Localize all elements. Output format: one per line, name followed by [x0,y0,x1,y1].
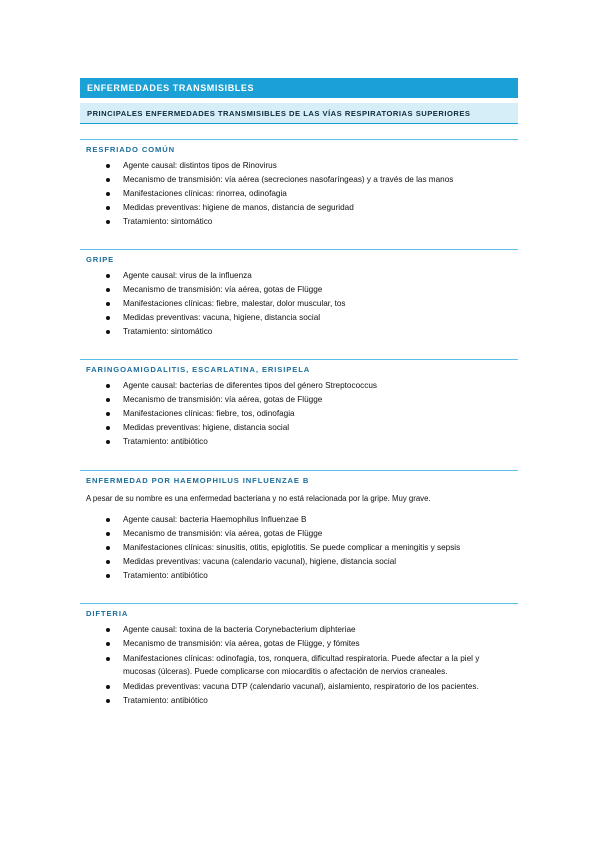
list-item [80,680,518,693]
section-faringoamigdalitis [80,359,518,449]
list-item-text: Mecanismo de transmisión: vía aérea, gotas de Flügge, y fómites [123,639,360,648]
section-title: ENFERMEDAD POR HAEMOPHILUS INFLUENZAE B [86,476,310,485]
list-item [80,513,518,527]
list-item [80,379,518,393]
bullet-icon [106,628,110,632]
list-item [80,297,518,311]
bullet-icon [106,440,110,444]
list-item [80,311,518,325]
list-item [80,555,518,569]
bullet-icon [106,642,110,646]
list-item-text: Tratamiento: sintomático [123,327,213,336]
list-item-text: Manifestaciones clínicas: odinofagia, tos, ronquera, dificultad respiratoria. Puede afectar a la piel y mucosas (úlceras). Puede complicarse con miocarditis o afectación de nervios craneales. [123,654,480,676]
bullet-icon [106,532,110,536]
list-item-text: Medidas preventivas: higiene de manos, distancia de seguridad [123,203,354,212]
section-divider [80,603,518,604]
bullet-list [80,269,518,339]
list-item [80,652,518,678]
section-divider [80,139,518,140]
section-difteria [80,603,518,708]
bullet-icon [106,574,110,578]
document-subtitle: PRINCIPALES ENFERMEDADES TRANSMISIBLES DE LAS VÍAS RESPIRATORIAS SUPERIORES [80,103,518,124]
list-item-text: Medidas preventivas: higiene, distancia social [123,423,290,432]
bullet-list [80,379,518,449]
list-item [80,187,518,201]
list-item [80,527,518,541]
bullet-icon [106,178,110,182]
list-item-text: Mecanismo de transmisión: vía aérea, gotas de Flügge [123,395,323,404]
list-item [80,173,518,187]
list-item-text: Tratamiento: antibiótico [123,437,208,446]
bullet-icon [106,546,110,550]
list-item-text: Agente causal: toxina de la bacteria Corynebacterium diphteriae [123,625,356,634]
list-item-text: Agente causal: distintos tipos de Rinovirus [123,161,277,170]
section-resfriado-comun [80,139,518,229]
bullet-icon [106,164,110,168]
bullet-icon [106,398,110,402]
list-item-text: Medidas preventivas: vacuna, higiene, distancia social [123,313,321,322]
list-item [80,325,518,339]
section-divider [80,249,518,250]
bullet-icon [106,220,110,224]
bullet-icon [106,685,110,689]
list-item-text: Mecanismo de transmisión: vía aérea, gotas de Flügge [123,529,323,538]
bullet-icon [106,206,110,210]
section-title: GRIPE [86,255,115,264]
bullet-icon [106,412,110,416]
list-item [80,201,518,215]
bullet-icon [106,518,110,522]
bullet-icon [106,426,110,430]
list-item-text: Manifestaciones clínicas: fiebre, tos, odinofagia [123,409,295,418]
list-item [80,393,518,407]
bullet-icon [106,274,110,278]
list-item-text: Mecanismo de transmisión: vía aérea (secreciones nasofaríngeas) y a través de las manos [123,175,454,184]
bullet-icon [106,384,110,388]
list-item [80,637,518,651]
list-item-text: Agente causal: bacteria Haemophilus Influenzae B [123,515,307,524]
bullet-icon [106,699,110,703]
section-haemophilus [80,470,518,583]
bullet-list [80,513,518,583]
section-intro: A pesar de su nombre es una enfermedad bacteriana y no está relacionada por la gripe. Muy grave. [86,494,431,503]
list-item-text: Agente causal: virus de la influenza [123,271,252,280]
list-item [80,421,518,435]
list-item-text: Manifestaciones clínicas: rinorrea, odinofagia [123,189,287,198]
list-item-text: Manifestaciones clínicas: fiebre, malestar, dolor muscular, tos [123,299,346,308]
list-item-text: Tratamiento: antibiótico [123,696,208,705]
list-item [80,283,518,297]
list-item [80,569,518,583]
list-item [80,407,518,421]
list-item-text: Medidas preventivas: vacuna (calendario vacunal), higiene, distancia social [123,557,397,566]
list-item-text: Agente causal: bacterias de diferentes tipos del género Streptococcus [123,381,377,390]
list-item [80,694,518,708]
list-item [80,541,518,555]
document-title: ENFERMEDADES TRANSMISIBLES [80,78,518,98]
bullet-icon [106,657,110,661]
list-item-text: Manifestaciones clínicas: sinusitis, otitis, epiglotitis. Se puede complicar a meningitis y sepsis [123,543,461,552]
bullet-icon [106,288,110,292]
section-title: FARINGOAMIGDALITIS, ESCARLATINA, ERISIPELA [86,365,311,374]
section-gripe [80,249,518,339]
list-item [80,435,518,449]
list-item-text: Tratamiento: sintomático [123,217,213,226]
list-item [80,159,518,173]
bullet-list [80,159,518,229]
section-divider [80,470,518,471]
bullet-icon [106,330,110,334]
section-title: RESFRIADO COMÚN [86,145,176,154]
section-title: DIFTERIA [86,609,129,618]
list-item [80,269,518,283]
list-item-text: Mecanismo de transmisión: vía aérea, gotas de Flügge [123,285,323,294]
list-item [80,623,518,637]
bullet-icon [106,192,110,196]
list-item-text: Medidas preventivas: vacuna DTP (calendario vacunal), aislamiento, respiratorio de los pacientes. [123,682,479,691]
section-divider [80,359,518,360]
bullet-icon [106,560,110,564]
list-item [80,215,518,229]
bullet-icon [106,302,110,306]
bullet-icon [106,316,110,320]
bullet-list [80,623,518,708]
list-item-text: Tratamiento: antibiótico [123,571,208,580]
